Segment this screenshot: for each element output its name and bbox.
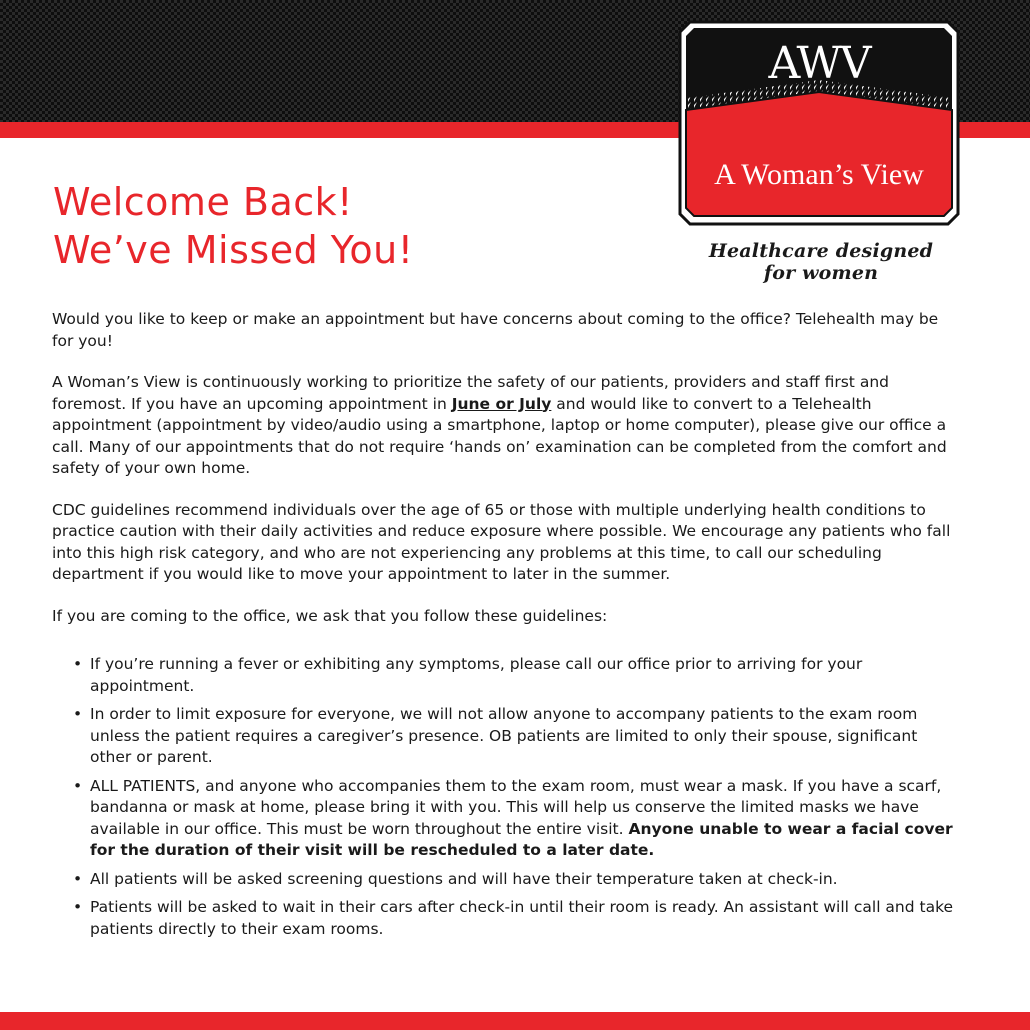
paragraph-telehealth-intro: Would you like to keep or make an appointment but have concerns about coming to the office? Telehealth may be for you!: [52, 310, 939, 350]
page-title: [53, 178, 653, 274]
emphasis-months: June or July: [451, 394, 552, 413]
headline-line-1: Welcome Back!: [53, 180, 353, 224]
notice-body: [52, 309, 962, 947]
list-item-text: ALL PATIENTS, and anyone who accompanies them to the exam room, must wear a mask. If you have a scarf, bandanna or mask at home, please bring it with you. This will help us conserve the limited masks we have available in our office. This must be worn throughout the entire visit.: [90, 776, 942, 838]
logo-monogram: AWV: [768, 38, 870, 89]
paragraph-safety-part2: and would like to convert to a Telehealth appointment (appointment by video/audio using a smartphone, laptop or home computer), please give our office a call. Many of our appointments that do not require ‘hands on’ examination can be completed from the comfort and safety of your own home.: [52, 394, 947, 477]
paragraph-cdc: CDC guidelines recommend individuals over the age of 65 or those with multiple underlying health conditions to practice caution with their daily activities and reduce exposure where possible. We encourage any patients who fall into this high risk category, and who are not experiencing any problems at this time, to call our scheduling department if you would like to move your appointment to later in the summer.: [52, 500, 951, 583]
tagline: Healthcare designed for women: [708, 240, 934, 284]
list-item: [90, 776, 962, 862]
list-item-bold: Anyone unable to wear a facial cover for the duration of their visit will be rescheduled to a later date.: [90, 819, 953, 859]
list-item: • If you’re running a fever or exhibiting any symptoms, please call our office prior to arriving for your appointment.: [90, 654, 962, 697]
list-item: • All patients will be asked screening questions and will have their temperature taken at check-in.: [90, 869, 962, 891]
list-item: • In order to limit exposure for everyone, we will not allow anyone to accompany patients to the exam room unless the patient requires a caregiver’s presence. OB patients are limited to only their spouse, significant other or parent.: [90, 704, 962, 769]
footer-red-stripe: [0, 1012, 1030, 1030]
paragraph-safety: [52, 372, 962, 480]
logo-wordmark: A Woman’s View: [714, 158, 924, 191]
list-item: • Patients will be asked to wait in their cars after check-in until their room is ready. An assistant will call and take patients directly to their exam rooms.: [90, 897, 962, 940]
paragraph-safety-part1: A Woman’s View is continuously working to prioritize the safety of our patients, providers and staff first and foremost. If you have an upcoming appointment in: [52, 373, 889, 413]
guidelines-list: [52, 654, 962, 940]
awv-logo: [676, 18, 962, 228]
paragraph-guidelines-intro: If you are coming to the office, we ask that you follow these guidelines:: [52, 606, 608, 625]
headline-line-2: We’ve Missed You!: [53, 228, 414, 272]
